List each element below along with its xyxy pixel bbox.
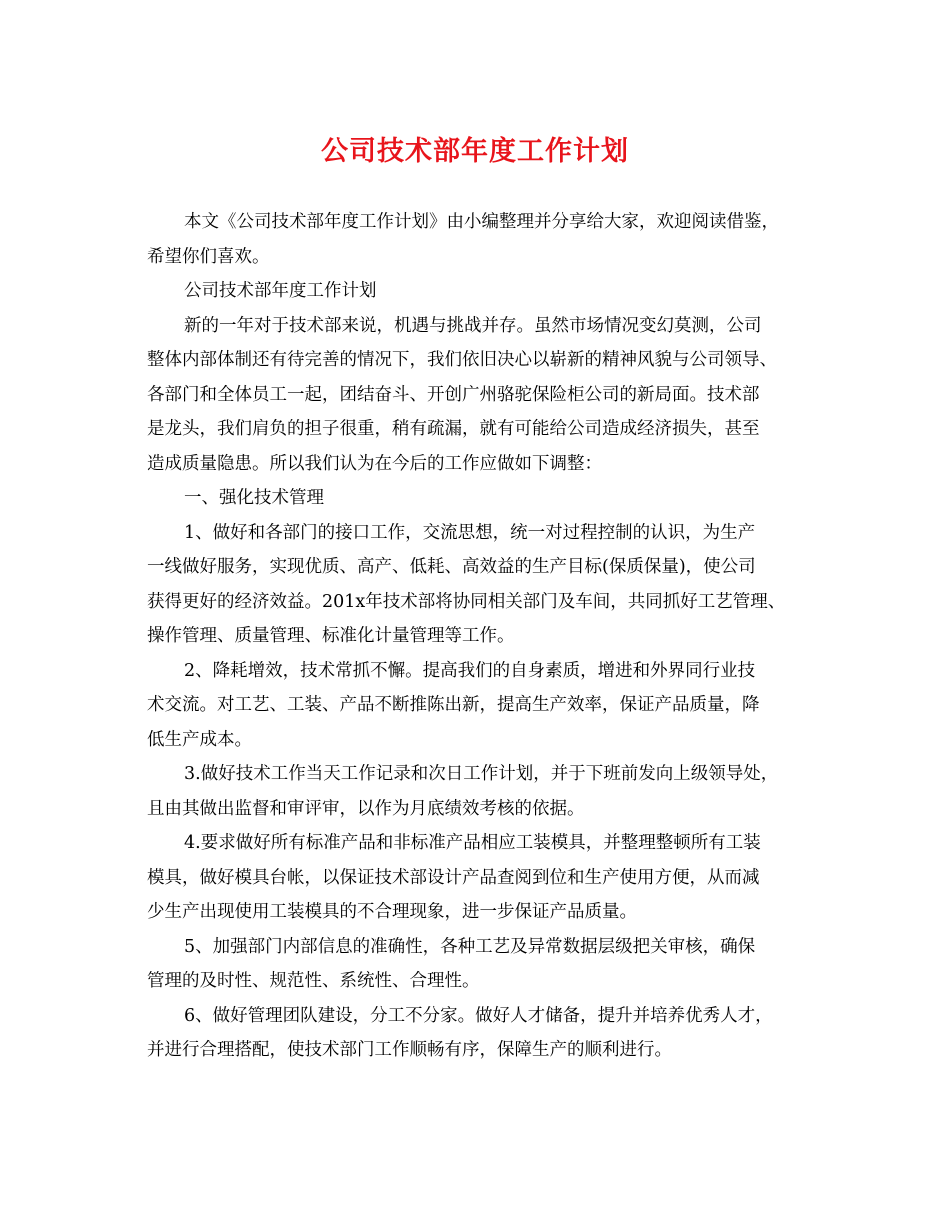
paragraph-line: 操作管理、质量管理、标准化计量管理等工作。 [147,626,515,646]
document-body [147,205,817,1068]
paragraph-line: 一线做好服务，实现优质、高产、低耗、高效益的生产目标(保质保量)，使公司 [147,557,756,577]
paragraph-line: 希望你们喜欢。 [147,246,270,267]
paragraph-line: 一、强化技术管理 [184,488,324,508]
paragraph-line: 本文《公司技术部年度工作计划》由小编整理并分享给大家，欢迎阅读借鉴， [184,212,779,232]
paragraph-line: 3.做好技术工作当天工作记录和次日工作计划，并于下班前发向上级领导处， [184,764,779,784]
paragraph-line: 且由其做出监督和审评审，以作为月底绩效考核的依据。 [147,798,585,819]
paragraph-line: 新的一年对于技术部来说，机遇与挑战并存。虽然市场情况变幻莫测，公司 [184,315,762,336]
paragraph-line: 5、加强部门内部信息的准确性，各种工艺及异常数据层级把关审核，确保 [184,936,756,957]
document-title: 公司技术部年度工作计划 [321,136,629,167]
paragraph-line: 术交流。对工艺、工装、产品不断推陈出新，提高生产效率，保证产品质量，降 [147,695,760,715]
paragraph-line: 是龙头，我们肩负的担子很重，稍有疏漏，就有可能给公司造成经济损失，甚至 [147,419,760,439]
paragraph-line: 管理的及时性、规范性、系统性、合理性。 [147,971,480,991]
paragraph-line: 少生产出现使用工装模具的不合理现象，进一步保证产品质量。 [147,902,637,922]
paragraph-line: 1、做好和各部门的接口工作，交流思想，统一对过程控制的认识，为生产 [184,522,756,543]
paragraph-line: 模具，做好模具台帐，以保证技术部设计产品查阅到位和生产使用方便，从而减 [147,867,760,888]
paragraph-line: 造成质量隐患。所以我们认为在今后的工作应做如下调整： [147,453,602,474]
paragraph-line: 公司技术部年度工作计划 [184,281,377,301]
paragraph-line: 并进行合理搭配，使技术部门工作顺畅有序，保障生产的顺利进行。 [147,1040,672,1060]
paragraph-line: 低生产成本。 [147,729,252,750]
paragraph-line: 各部门和全体员工一起，团结奋斗、开创广州骆驼保险柜公司的新局面。技术部 [147,384,760,405]
paragraph-line: 4.要求做好所有标准产品和非标准产品相应工装模具，并整理整顿所有工装 [184,833,761,853]
paragraph-line: 获得更好的经济效益。201x年技术部将协同相关部门及车间，共同抓好工艺管理、 [147,591,786,612]
paragraph-line: 2、降耗增效，技术常抓不懈。提高我们的自身素质，增进和外界同行业技 [184,660,756,681]
paragraph-line: 6、做好管理团队建设，分工不分家。做好人才储备，提升并培养优秀人才， [184,1005,773,1026]
paragraph-line: 整体内部体制还有待完善的情况下，我们依旧决心以崭新的精神风貌与公司领导、 [147,350,777,370]
